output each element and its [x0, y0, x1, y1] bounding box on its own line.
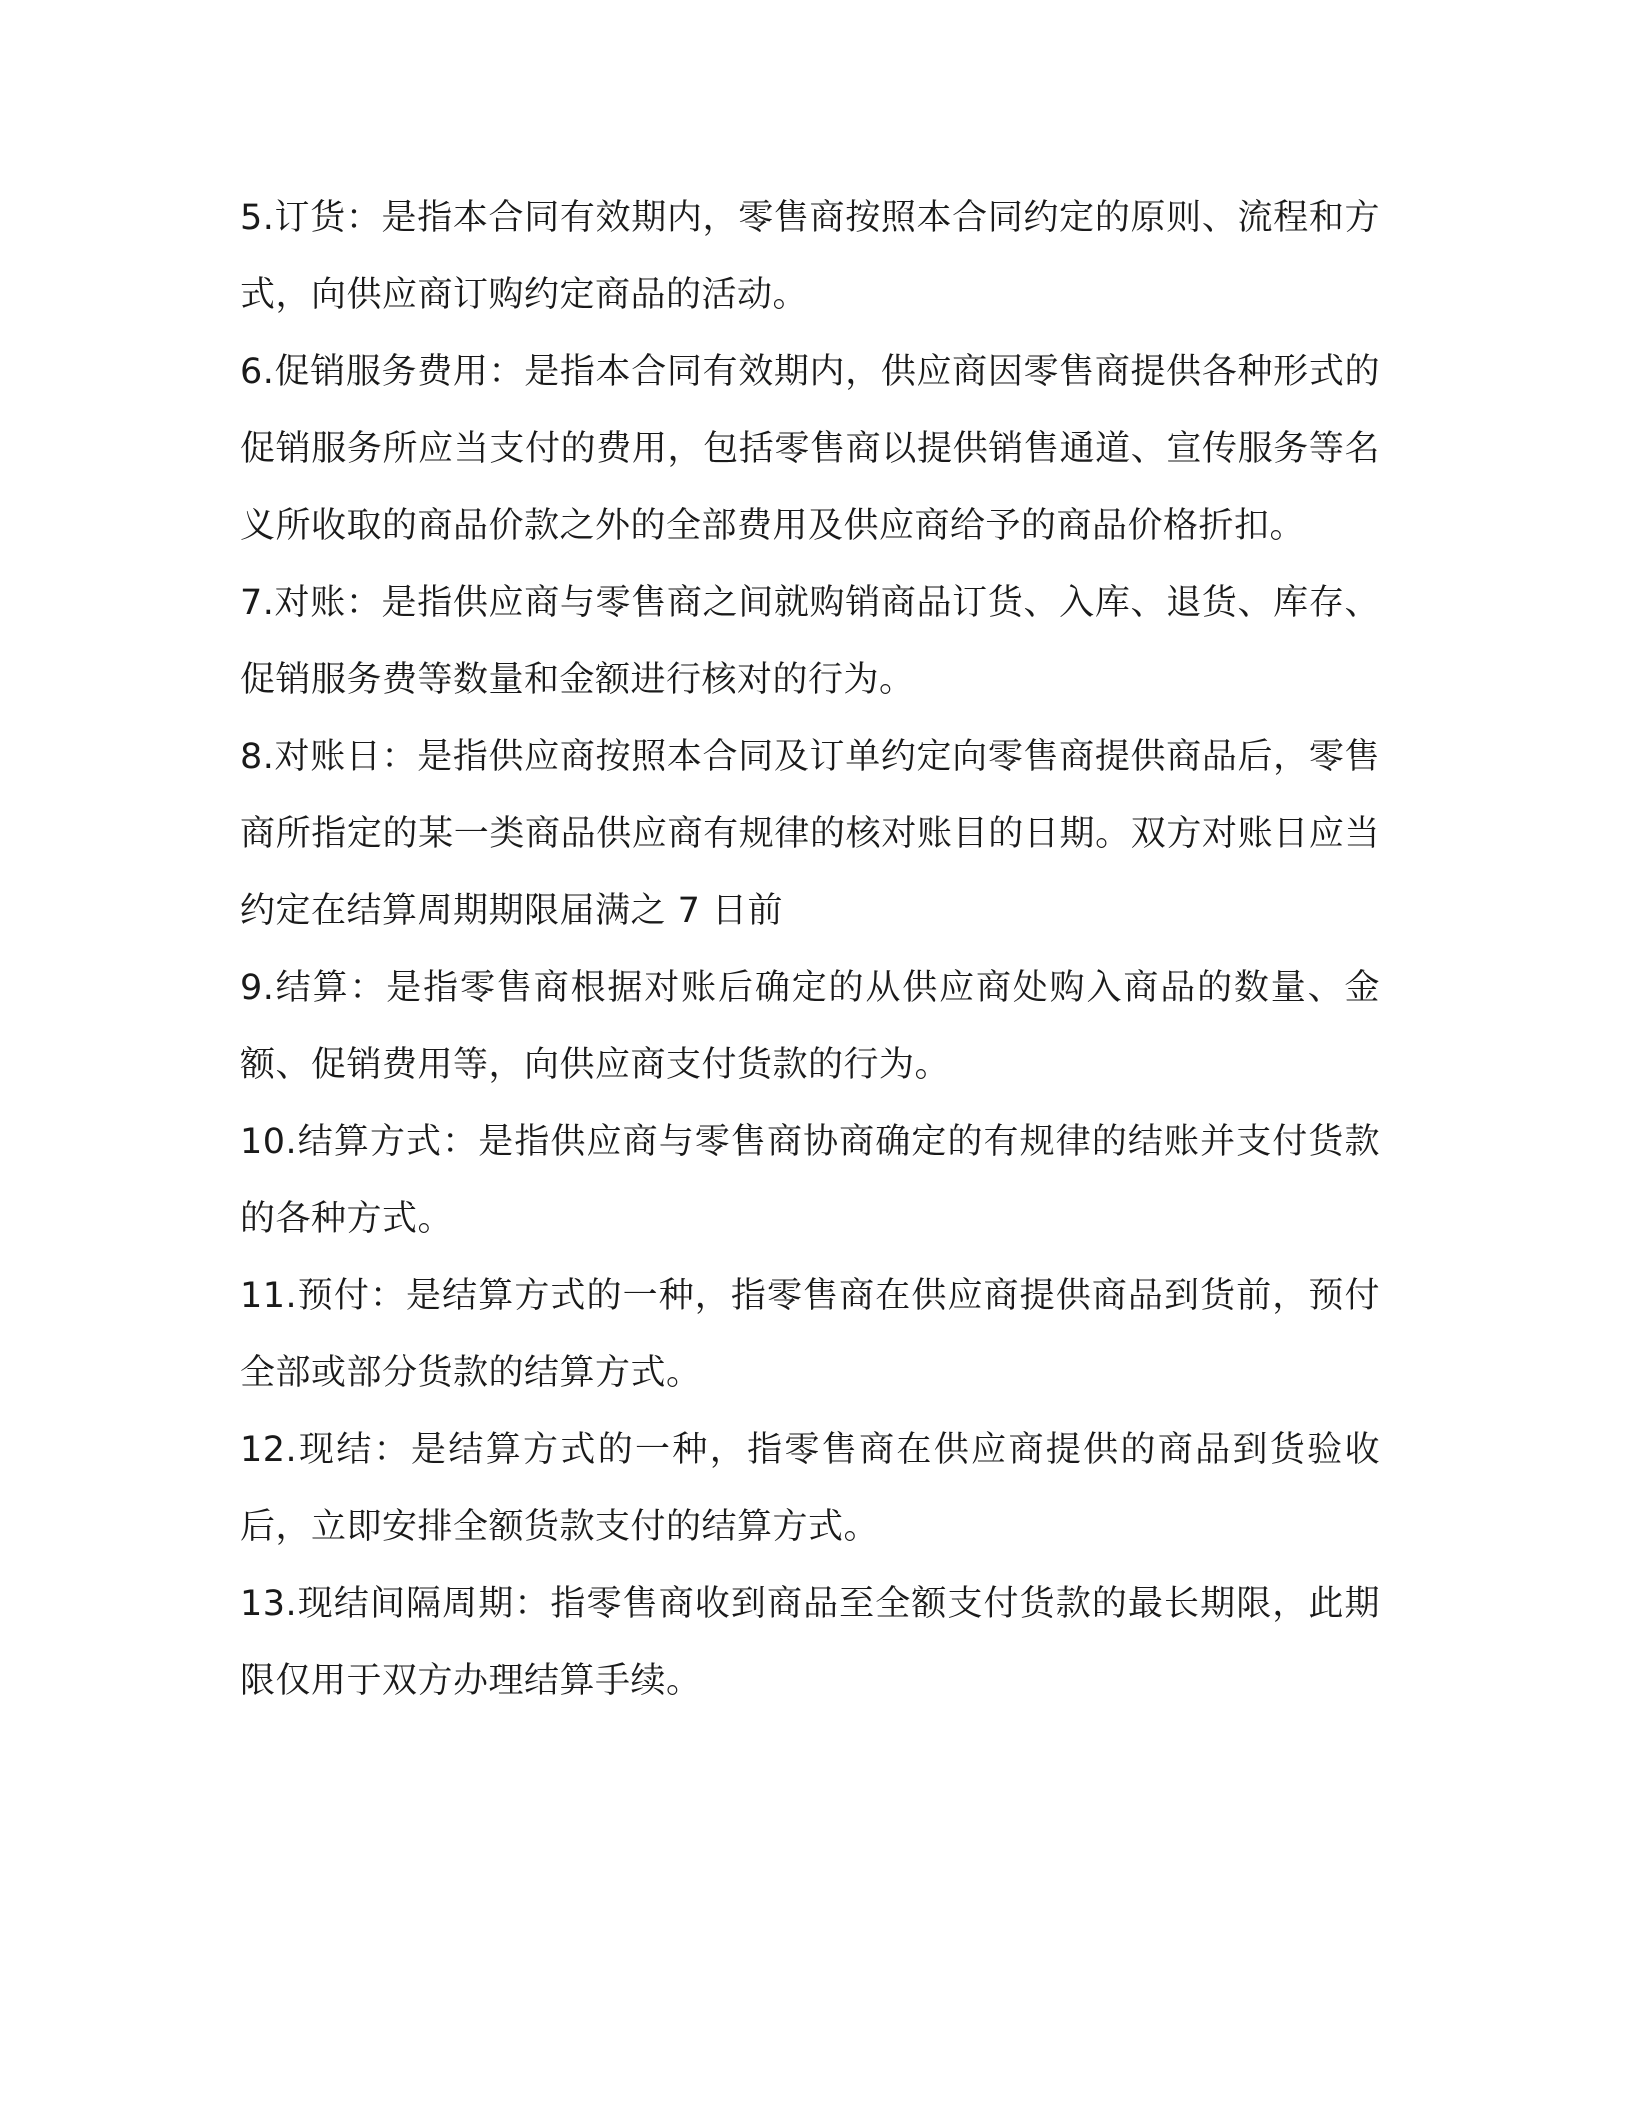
clause-settlement-method: 10.结算方式：是指供应商与零售商协商确定的有规律的结账并支付货款的各种方式。 — [240, 1122, 1380, 1239]
clause-reconciliation: 7.对账：是指供应商与零售商之间就购销商品订货、入库、退货、库存、促销服务费等数量和金额进行核对的行为。 — [240, 583, 1380, 700]
clause-reconciliation-date: 8.对账日：是指供应商按照本合同及订单约定向零售商提供商品后，零售商所指定的某一类商品供应商有规律的核对账目的日期。双方对账日应当约定在结算周期期限届满之 7 日前 — [240, 737, 1380, 931]
document-body — [240, 180, 1380, 1720]
clause-settlement-interval: 13.现结间隔周期：指零售商收到商品至全额支付货款的最长期限，此期限仅用于双方办理结算手续。 — [240, 1584, 1380, 1701]
clause-settlement: 9.结算：是指零售商根据对账后确定的从供应商处购入商品的数量、金额、促销费用等，向供应商支付货款的行为。 — [240, 968, 1380, 1085]
clause-ordering: 5.订货：是指本合同有效期内，零售商按照本合同约定的原则、流程和方式，向供应商订购约定商品的活动。 — [240, 198, 1380, 315]
clause-cash-settlement: 12.现结：是结算方式的一种，指零售商在供应商提供的商品到货验收后，立即安排全额货款支付的结算方式。 — [240, 1430, 1380, 1547]
clause-promotion-fees: 6.促销服务费用：是指本合同有效期内，供应商因零售商提供各种形式的促销服务所应当支付的费用，包括零售商以提供销售通道、宣传服务等名义所收取的商品价款之外的全部费用及供应商给予的商品价格折扣。 — [240, 352, 1380, 546]
clause-prepayment: 11.预付：是结算方式的一种，指零售商在供应商提供商品到货前，预付全部或部分货款的结算方式。 — [240, 1276, 1380, 1393]
